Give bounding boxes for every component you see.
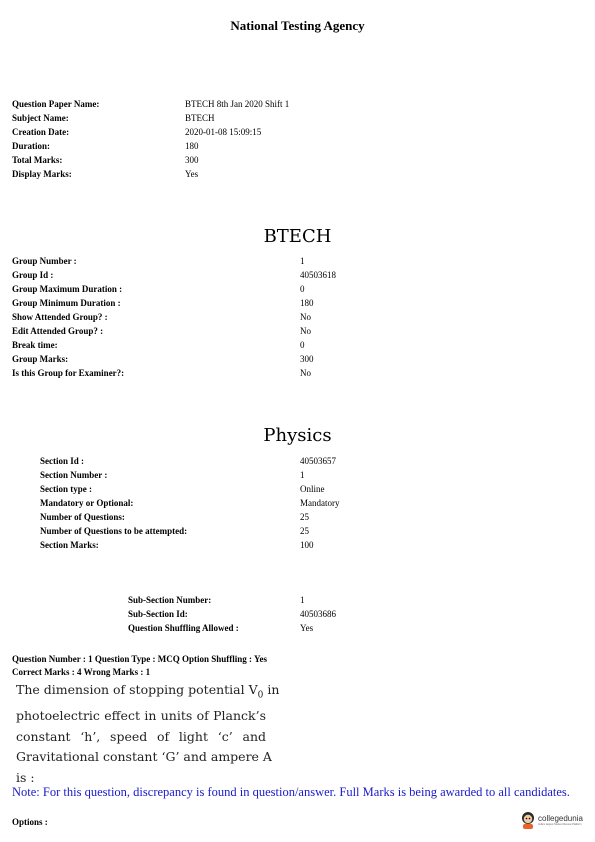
collegedunia-logo — [520, 811, 583, 829]
field-label: Total Marks: — [12, 155, 63, 165]
question-text — [16, 680, 280, 788]
question-line: The dimension of stopping potential $V_0$ in — [16, 682, 280, 701]
field-value: 40503657 — [300, 456, 336, 466]
field-value: No — [300, 312, 311, 322]
field-value: 2020-01-08 15:09:15 — [185, 127, 262, 137]
field-value: Yes — [300, 623, 314, 633]
field-value: Online — [300, 484, 325, 494]
logo-tagline: India's largest Student Review Platform — [538, 822, 582, 826]
field-value: 100 — [300, 540, 314, 550]
field-label: Subject Name: — [12, 113, 69, 123]
section-heading: Physics — [263, 425, 332, 446]
field-value: 300 — [185, 155, 199, 165]
field-value: BTECH — [185, 113, 215, 123]
field-label: Edit Attended Group? : — [12, 326, 104, 336]
field-label: Section Marks: — [40, 540, 99, 550]
discrepancy-note: Note: For this question, discrepancy is found in question/answer. Full Marks is being awarded to all candidates. — [12, 785, 570, 799]
mascot-icon — [520, 811, 536, 829]
field-label: Duration: — [12, 141, 50, 151]
field-label: Show Attended Group? : — [12, 312, 108, 322]
field-value: 40503618 — [300, 270, 336, 280]
field-value: No — [300, 368, 311, 378]
field-label: Is this Group for Examiner?: — [12, 368, 125, 378]
field-value: Yes — [185, 169, 199, 179]
question-line: is : — [16, 769, 35, 785]
field-value: 180 — [185, 141, 199, 151]
field-value: 40503686 — [300, 609, 336, 619]
field-label: Group Id : — [12, 270, 54, 280]
group-heading: BTECH — [263, 226, 332, 247]
logo-text: collegedunia — [538, 813, 583, 823]
field-label: Section Number : — [40, 470, 108, 480]
field-value: No — [300, 326, 311, 336]
field-value: 1 — [300, 595, 305, 605]
field-value: 25 — [300, 526, 309, 536]
field-value: 0 — [300, 284, 305, 294]
field-label: Mandatory or Optional: — [40, 498, 134, 508]
field-label: Break time: — [12, 340, 58, 350]
field-label: Group Number : — [12, 256, 77, 266]
field-label: Display Marks: — [12, 169, 72, 179]
field-label: Question Shuffling Allowed : — [128, 623, 239, 633]
field-label: Group Maximum Duration : — [12, 284, 123, 294]
question-line: constant ‘h’, speed of light ‘c’ and — [16, 728, 266, 744]
question-line: photoelectric effect in units of Planck’s — [16, 708, 266, 723]
field-label: Sub-Section Id: — [128, 609, 188, 619]
question-line: Gravitational constant ‘G’ and ampere A — [16, 749, 272, 764]
field-label: Group Marks: — [12, 354, 69, 364]
field-value: 25 — [300, 512, 309, 522]
question-marks: Correct Marks : 4 Wrong Marks : 1 — [12, 667, 151, 677]
field-label: Question Paper Name: — [12, 99, 100, 109]
field-label: Section Id : — [40, 456, 85, 466]
field-label: Number of Questions: — [40, 512, 125, 522]
question-meta: Question Number : 1 Question Type : MCQ Option Shuffling : Yes — [12, 654, 267, 664]
agency-title: National Testing Agency — [230, 18, 365, 33]
field-value: 0 — [300, 340, 305, 350]
field-label: Number of Questions to be attempted: — [40, 526, 188, 536]
field-value: Mandatory — [300, 498, 340, 508]
field-value: 300 — [300, 354, 314, 364]
field-label: Section type : — [40, 484, 92, 494]
field-value: BTECH 8th Jan 2020 Shift 1 — [185, 99, 290, 109]
field-value: 180 — [300, 298, 314, 308]
field-label: Sub-Section Number: — [128, 595, 212, 605]
field-value: 1 — [300, 470, 305, 480]
field-label: Creation Date: — [12, 127, 70, 137]
options-label: Options : — [12, 817, 48, 827]
field-label: Group Minimum Duration : — [12, 298, 121, 308]
field-value: 1 — [300, 256, 305, 266]
